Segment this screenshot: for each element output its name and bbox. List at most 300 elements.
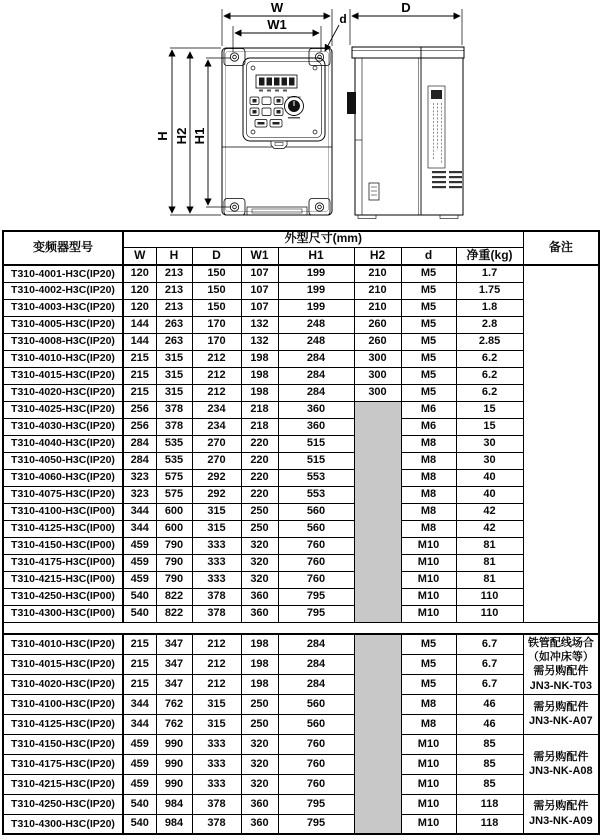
table-row [3, 605, 599, 622]
weight-cell: 118 [456, 814, 523, 834]
separator-cell [3, 622, 599, 634]
table-row [3, 418, 599, 435]
w1-cell: 198 [241, 654, 278, 674]
d-cell: 333 [192, 537, 241, 554]
w-cell: 459 [123, 554, 156, 571]
d-cell: 378 [192, 588, 241, 605]
h2-cell [354, 435, 401, 452]
h1-cell: 360 [278, 401, 354, 418]
table-row [3, 282, 599, 299]
remarks-cell: 需另购配件 JN3-NK-A07 [523, 694, 599, 734]
w1-cell: 107 [241, 265, 278, 282]
table-row [3, 654, 599, 674]
h2-cell: 210 [354, 299, 401, 316]
d-cell: 292 [192, 486, 241, 503]
h2-cell [354, 537, 401, 554]
table-row [3, 674, 599, 694]
h2-cell [354, 694, 401, 714]
d-cell: 333 [192, 571, 241, 588]
model-cell: T310-4215-H3C(IP00) [3, 571, 123, 588]
weight-cell: 46 [456, 694, 523, 714]
screw-cell: M10 [401, 588, 456, 605]
w-cell: 459 [123, 571, 156, 588]
dim-label-depth: D [401, 0, 411, 15]
w-cell: 144 [123, 333, 156, 350]
weight-cell: 81 [456, 571, 523, 588]
model-cell: T310-4150-H3C(IP00) [3, 537, 123, 554]
h1-cell: 553 [278, 469, 354, 486]
w-cell: 344 [123, 694, 156, 714]
d-cell: 333 [192, 554, 241, 571]
model-cell: T310-4040-H3C(IP20) [3, 435, 123, 452]
d-cell: 333 [192, 754, 241, 774]
w-cell: 120 [123, 282, 156, 299]
col-header-w: W [123, 247, 156, 265]
col-header-dims-group: 外型尺寸(mm) [123, 231, 523, 247]
table-row [3, 367, 599, 384]
weight-cell: 6.7 [456, 634, 523, 654]
col-header-d: D [192, 247, 241, 265]
d-cell: 378 [192, 814, 241, 834]
h-cell: 347 [156, 674, 192, 694]
w-cell: 215 [123, 634, 156, 654]
w-cell: 215 [123, 654, 156, 674]
model-cell: T310-4010-H3C(IP20) [3, 350, 123, 367]
screw-cell: M8 [401, 452, 456, 469]
h1-cell: 284 [278, 350, 354, 367]
d-cell: 150 [192, 299, 241, 316]
h2-cell: 260 [354, 333, 401, 350]
table-row [3, 350, 599, 367]
screw-cell: M10 [401, 814, 456, 834]
screw-cell: M10 [401, 537, 456, 554]
h2-cell [354, 814, 401, 834]
weight-cell: 6.2 [456, 384, 523, 401]
h2-cell [354, 634, 401, 654]
h-cell: 575 [156, 469, 192, 486]
w1-cell: 320 [241, 537, 278, 554]
h-cell: 600 [156, 520, 192, 537]
h-cell: 822 [156, 605, 192, 622]
h-cell: 575 [156, 486, 192, 503]
screw-cell: M10 [401, 554, 456, 571]
w1-cell: 360 [241, 814, 278, 834]
weight-cell: 40 [456, 469, 523, 486]
w-cell: 540 [123, 605, 156, 622]
screw-cell: M10 [401, 605, 456, 622]
col-header-h: H [156, 247, 192, 265]
h-cell: 984 [156, 814, 192, 834]
model-cell: T310-4010-H3C(IP20) [3, 634, 123, 654]
weight-cell: 6.7 [456, 674, 523, 694]
w1-cell: 107 [241, 299, 278, 316]
table-row [3, 794, 599, 814]
h1-cell: 760 [278, 571, 354, 588]
dimension-drawing [0, 0, 600, 230]
h-cell: 984 [156, 794, 192, 814]
model-cell: T310-4003-H3C(IP20) [3, 299, 123, 316]
h2-cell: 300 [354, 350, 401, 367]
h-cell: 213 [156, 299, 192, 316]
w-cell: 215 [123, 350, 156, 367]
screw-cell: M5 [401, 282, 456, 299]
h-cell: 990 [156, 774, 192, 794]
weight-cell: 30 [456, 452, 523, 469]
weight-cell: 110 [456, 588, 523, 605]
table-row [3, 299, 599, 316]
w-cell: 344 [123, 503, 156, 520]
weight-cell: 42 [456, 503, 523, 520]
w1-cell: 220 [241, 452, 278, 469]
w1-cell: 320 [241, 774, 278, 794]
screw-cell: M8 [401, 520, 456, 537]
h1-cell: 795 [278, 588, 354, 605]
h1-cell: 515 [278, 435, 354, 452]
weight-cell: 1.75 [456, 282, 523, 299]
weight-cell: 42 [456, 520, 523, 537]
model-cell: T310-4002-H3C(IP20) [3, 282, 123, 299]
w1-cell: 250 [241, 714, 278, 734]
h-cell: 790 [156, 537, 192, 554]
weight-cell: 30 [456, 435, 523, 452]
w1-cell: 220 [241, 486, 278, 503]
table-row [3, 401, 599, 418]
screw-cell: M10 [401, 774, 456, 794]
table-row [3, 452, 599, 469]
w1-cell: 320 [241, 754, 278, 774]
w-cell: 323 [123, 486, 156, 503]
screw-cell: M5 [401, 333, 456, 350]
h2-cell [354, 486, 401, 503]
h-cell: 315 [156, 350, 192, 367]
dim-label-d-hole: d [339, 12, 347, 26]
screw-cell: M5 [401, 316, 456, 333]
model-cell: T310-4125-H3C(IP00) [3, 520, 123, 537]
vent-slots [432, 171, 462, 188]
h1-cell: 560 [278, 520, 354, 537]
h-cell: 822 [156, 588, 192, 605]
screw-cell: M8 [401, 694, 456, 714]
w-cell: 144 [123, 316, 156, 333]
h2-cell [354, 654, 401, 674]
h-cell: 990 [156, 754, 192, 774]
col-header-screw: d [401, 247, 456, 265]
h1-cell: 199 [278, 282, 354, 299]
model-cell: T310-4050-H3C(IP20) [3, 452, 123, 469]
screw-cell: M8 [401, 469, 456, 486]
weight-cell: 85 [456, 734, 523, 754]
model-cell: T310-4250-H3C(IP00) [3, 588, 123, 605]
h-cell: 213 [156, 265, 192, 282]
h2-cell: 300 [354, 367, 401, 384]
table-row [3, 754, 599, 774]
d-cell: 170 [192, 333, 241, 350]
h2-cell [354, 469, 401, 486]
d-cell: 212 [192, 634, 241, 654]
keypad-panel [243, 58, 325, 141]
h1-cell: 560 [278, 503, 354, 520]
dimensions-table [2, 230, 600, 835]
w1-cell: 320 [241, 554, 278, 571]
w-cell: 459 [123, 754, 156, 774]
table-row [3, 520, 599, 537]
h2-cell [354, 714, 401, 734]
w1-cell: 320 [241, 734, 278, 754]
d-cell: 170 [192, 316, 241, 333]
h2-cell [354, 588, 401, 605]
table-row [3, 469, 599, 486]
h2-cell [354, 674, 401, 694]
keypad-buttons [250, 97, 283, 127]
h1-cell: 199 [278, 265, 354, 282]
h2-cell [354, 503, 401, 520]
h-cell: 790 [156, 554, 192, 571]
d-cell: 234 [192, 401, 241, 418]
w-cell: 459 [123, 537, 156, 554]
d-cell: 150 [192, 282, 241, 299]
table-row [3, 554, 599, 571]
side-connector [347, 92, 356, 114]
d-cell: 292 [192, 469, 241, 486]
remarks-empty-cell [523, 265, 599, 622]
h1-cell: 760 [278, 537, 354, 554]
h1-cell: 760 [278, 754, 354, 774]
h-cell: 790 [156, 571, 192, 588]
w1-cell: 132 [241, 333, 278, 350]
screw-cell: M10 [401, 571, 456, 588]
d-cell: 212 [192, 674, 241, 694]
screw-cell: M5 [401, 634, 456, 654]
model-cell: T310-4005-H3C(IP20) [3, 316, 123, 333]
model-cell: T310-4030-H3C(IP20) [3, 418, 123, 435]
table-row [3, 814, 599, 834]
h1-cell: 284 [278, 634, 354, 654]
h1-cell: 284 [278, 654, 354, 674]
h1-cell: 284 [278, 367, 354, 384]
table-row [3, 384, 599, 401]
front-view [170, 9, 339, 215]
weight-cell: 110 [456, 605, 523, 622]
h1-cell: 515 [278, 452, 354, 469]
h-cell: 263 [156, 316, 192, 333]
table-row [3, 503, 599, 520]
drawing-svg [0, 0, 600, 230]
h2-cell: 300 [354, 384, 401, 401]
w-cell: 284 [123, 435, 156, 452]
screw-cell: M6 [401, 401, 456, 418]
dim-label-h: H [155, 131, 170, 141]
h2-cell: 260 [354, 316, 401, 333]
col-header-h1: H1 [278, 247, 354, 265]
h-cell: 213 [156, 282, 192, 299]
d-cell: 315 [192, 520, 241, 537]
screw-cell: M8 [401, 435, 456, 452]
h-cell: 990 [156, 734, 192, 754]
w-cell: 284 [123, 452, 156, 469]
weight-cell: 2.8 [456, 316, 523, 333]
w1-cell: 250 [241, 694, 278, 714]
h2-cell [354, 452, 401, 469]
screw-cell: M8 [401, 486, 456, 503]
screw-cell: M10 [401, 754, 456, 774]
model-cell: T310-4015-H3C(IP20) [3, 367, 123, 384]
table-row [3, 714, 599, 734]
separator-row [3, 622, 599, 634]
screw-cell: M5 [401, 265, 456, 282]
w1-cell: 107 [241, 282, 278, 299]
model-cell: T310-4300-H3C(IP00) [3, 605, 123, 622]
h1-cell: 795 [278, 794, 354, 814]
h-cell: 378 [156, 401, 192, 418]
h1-cell: 760 [278, 734, 354, 754]
w1-cell: 220 [241, 435, 278, 452]
w1-cell: 132 [241, 316, 278, 333]
screw-cell: M6 [401, 418, 456, 435]
h-cell: 762 [156, 714, 192, 734]
table-row [3, 774, 599, 794]
w-cell: 215 [123, 367, 156, 384]
d-cell: 315 [192, 694, 241, 714]
table-row [3, 571, 599, 588]
rating-label [428, 86, 445, 168]
h1-cell: 760 [278, 554, 354, 571]
h-cell: 347 [156, 634, 192, 654]
h1-cell: 284 [278, 384, 354, 401]
w-cell: 120 [123, 265, 156, 282]
model-cell: T310-4001-H3C(IP20) [3, 265, 123, 282]
d-cell: 315 [192, 714, 241, 734]
h-cell: 315 [156, 367, 192, 384]
h-cell: 263 [156, 333, 192, 350]
table-row [3, 435, 599, 452]
w-cell: 215 [123, 384, 156, 401]
table-row [3, 537, 599, 554]
model-cell: T310-4100-H3C(IP00) [3, 503, 123, 520]
h-cell: 535 [156, 452, 192, 469]
h2-cell [354, 401, 401, 418]
w1-cell: 198 [241, 674, 278, 694]
w1-cell: 360 [241, 588, 278, 605]
model-cell: T310-4020-H3C(IP20) [3, 384, 123, 401]
h2-cell [354, 520, 401, 537]
w1-cell: 360 [241, 794, 278, 814]
h1-cell: 760 [278, 774, 354, 794]
w-cell: 120 [123, 299, 156, 316]
model-cell: T310-4175-H3C(IP20) [3, 754, 123, 774]
weight-cell: 6.2 [456, 350, 523, 367]
screw-cell: M10 [401, 734, 456, 754]
screw-cell: M5 [401, 299, 456, 316]
table-row [3, 694, 599, 714]
table-row [3, 265, 599, 282]
model-cell: T310-4100-H3C(IP20) [3, 694, 123, 714]
col-header-h2: H2 [354, 247, 401, 265]
weight-cell: 85 [456, 754, 523, 774]
w1-cell: 198 [241, 384, 278, 401]
weight-cell: 6.2 [456, 367, 523, 384]
w-cell: 459 [123, 734, 156, 754]
w-cell: 323 [123, 469, 156, 486]
h2-cell [354, 774, 401, 794]
weight-cell: 1.7 [456, 265, 523, 282]
model-cell: T310-4215-H3C(IP20) [3, 774, 123, 794]
remarks-cell: 铁管配线场合 （如冲床等） 需另购配件 JN3-NK-T03 [523, 634, 599, 694]
dim-label-w: W [270, 0, 284, 15]
w1-cell: 198 [241, 367, 278, 384]
d-cell: 378 [192, 605, 241, 622]
weight-cell: 81 [456, 554, 523, 571]
d-cell: 212 [192, 654, 241, 674]
table-row [3, 316, 599, 333]
screw-cell: M5 [401, 350, 456, 367]
col-header-remark: 备注 [523, 231, 599, 265]
w1-cell: 250 [241, 520, 278, 537]
d-cell: 150 [192, 265, 241, 282]
w1-cell: 218 [241, 401, 278, 418]
table-row [3, 486, 599, 503]
model-cell: T310-4175-H3C(IP00) [3, 554, 123, 571]
h2-cell [354, 794, 401, 814]
w-cell: 459 [123, 774, 156, 794]
h1-cell: 248 [278, 316, 354, 333]
table-row [3, 634, 599, 654]
w-cell: 540 [123, 814, 156, 834]
model-cell: T310-4015-H3C(IP20) [3, 654, 123, 674]
h-cell: 378 [156, 418, 192, 435]
weight-cell: 85 [456, 774, 523, 794]
model-cell: T310-4250-H3C(IP20) [3, 794, 123, 814]
col-header-model: 变频器型号 [3, 231, 123, 265]
dim-label-h2: H2 [174, 127, 189, 145]
h2-cell [354, 605, 401, 622]
weight-cell: 118 [456, 794, 523, 814]
w1-cell: 220 [241, 469, 278, 486]
w-cell: 256 [123, 418, 156, 435]
model-cell: T310-4025-H3C(IP20) [3, 401, 123, 418]
w-cell: 344 [123, 714, 156, 734]
d-cell: 270 [192, 452, 241, 469]
w-cell: 256 [123, 401, 156, 418]
w-cell: 540 [123, 588, 156, 605]
d-cell: 333 [192, 774, 241, 794]
d-cell: 212 [192, 384, 241, 401]
model-cell: T310-4125-H3C(IP20) [3, 714, 123, 734]
weight-cell: 40 [456, 486, 523, 503]
d-cell: 333 [192, 734, 241, 754]
h1-cell: 199 [278, 299, 354, 316]
d-cell: 234 [192, 418, 241, 435]
screw-cell: M5 [401, 674, 456, 694]
h1-cell: 248 [278, 333, 354, 350]
dim-label-h1: H1 [192, 127, 207, 145]
h-cell: 315 [156, 384, 192, 401]
d-cell: 378 [192, 794, 241, 814]
d-cell: 212 [192, 367, 241, 384]
potentiometer-knob [285, 97, 304, 119]
screw-cell: M8 [401, 503, 456, 520]
w-cell: 344 [123, 520, 156, 537]
h2-cell [354, 754, 401, 774]
col-header-weight: 净重(kg) [456, 247, 523, 265]
w1-cell: 218 [241, 418, 278, 435]
h-cell: 762 [156, 694, 192, 714]
h1-cell: 553 [278, 486, 354, 503]
screw-cell: M5 [401, 367, 456, 384]
screw-cell: M8 [401, 714, 456, 734]
table-row [3, 588, 599, 605]
screw-cell: M5 [401, 384, 456, 401]
col-header-w1: W1 [241, 247, 278, 265]
